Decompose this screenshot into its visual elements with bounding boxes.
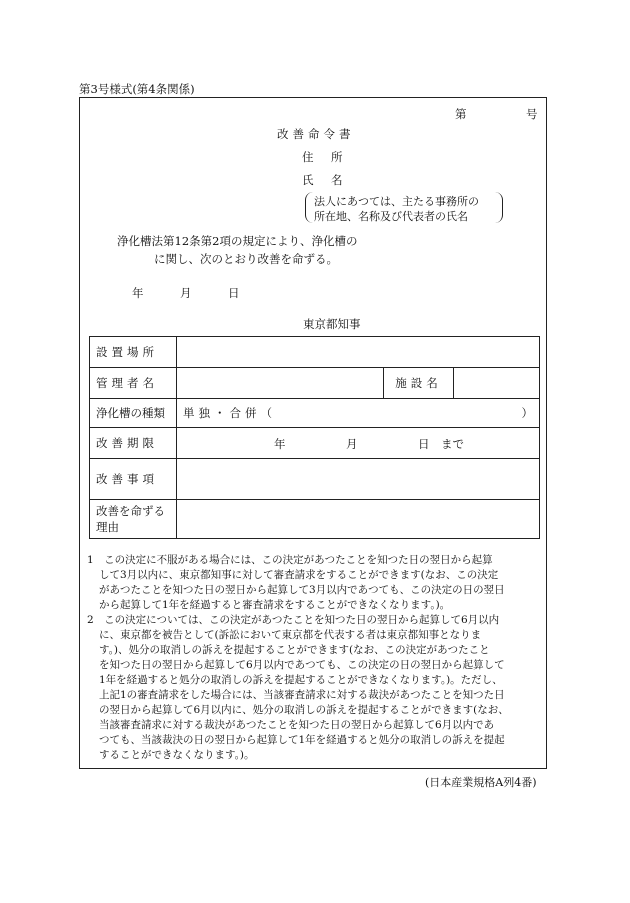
form-label: 第3号様式(第4条関係) [79,82,195,96]
note2-line: を知つた日の翌日から起算して6月以内であつても、この決定の日の翌日から起算して [99,659,505,671]
period-year: 年 [274,437,286,451]
reason-label-line2: 理由 [96,520,119,534]
manager-value [177,368,384,399]
number-mark: 第 [455,107,467,121]
items-value [177,459,540,500]
corp-note-line1: 法人にあつては、主たる事務所の [314,195,479,208]
type-label: 浄化槽の種類 [90,399,177,428]
facility-value [454,368,540,399]
period-month: 月 [346,437,358,451]
type-close: ） [521,406,533,420]
note2-line: 当該審査請求に対する裁決があつたことを知つた日の翌日から起算して6月以内であ [99,719,495,731]
type-value: 単独・合併（ [183,406,276,420]
period-label: 改善期限 [90,428,177,459]
note2-line: の翌日から起算して6月以内に、処分の取消しの訴えを提起することができます(なお、 [99,704,509,716]
date-day: 日 [228,286,240,300]
reason-label-line1: 改善を命ずる [96,504,165,518]
table-row [90,399,540,428]
name-label: 氏 [302,173,314,187]
type-cell [177,399,540,428]
note1-line: があつたことを知つた日の翌日から起算して3月以内であつても、この決定の日の翌日 [99,584,505,596]
note2-line: 2 この決定については、この決定があつたことを知つた日の翌日から起算して6月以内 [87,614,500,626]
note2-line: することができなくなります。)。 [99,749,255,761]
location-label: 設置場所 [90,337,177,368]
note1-line: 1 この決定に不服がある場合には、この決定があつたことを知つた日の翌日から起算 [87,554,493,566]
note2-line: 上記1の審査請求をした場合には、当該審査請求に対する裁決があつたことを知つた日 [99,689,505,701]
reason-value [177,500,540,539]
table-row [90,500,540,539]
notes [87,553,543,763]
location-value [177,337,540,368]
address-label: 住 [302,150,314,164]
corp-note-line2: 所在地、名称及び代表者の氏名 [314,210,468,223]
note2-line: す。)、処分の取消しの訴えを提起することができます(なお、この決定があつたこと [99,644,490,656]
note2-line: 1年を経過すると処分の取消しの訴えを提起することができなくなります。)。ただし、 [99,674,503,686]
note1-line: から起算して1年を経過すると審査請求をすることができなくなります。)。 [99,599,451,611]
note2-line: つても、当該裁決の日の翌日から起算して1年を経過すると処分の取消しの訴えを提起 [99,734,505,746]
table-row [90,368,540,399]
name-label-2: 名 [331,173,343,187]
number-suffix: 号 [526,107,538,121]
table-row [90,459,540,500]
date-month: 月 [180,286,192,300]
document-title: 改善命令書 [277,127,355,141]
date-year: 年 [132,286,144,300]
table-row [90,337,540,368]
period-day: 日 まで [418,437,464,451]
facility-label: 施設名 [384,368,454,399]
issuer: 東京都知事 [303,317,361,331]
paper-standard: (日本産業規格A列4番) [425,776,537,789]
note2-line: に、東京都を被告として(訴訟において東京都を代表する者は東京都知事となりま [99,629,482,641]
address-label-2: 所 [331,150,343,164]
table-row [90,428,540,459]
items-label: 改善事項 [90,459,177,500]
body-line1: 浄化槽法第12条第2項の規定により、浄化槽の [117,234,358,248]
note1-line: して3月以内に、東京都知事に対して審査請求をすることができます(なお、この決定 [99,569,499,581]
manager-label: 管理者名 [90,368,177,399]
body-line2: に関し、次のとおり改善を命ずる。 [154,252,338,266]
order-table [89,336,540,539]
period-cell [177,428,540,459]
reason-label [90,500,177,539]
